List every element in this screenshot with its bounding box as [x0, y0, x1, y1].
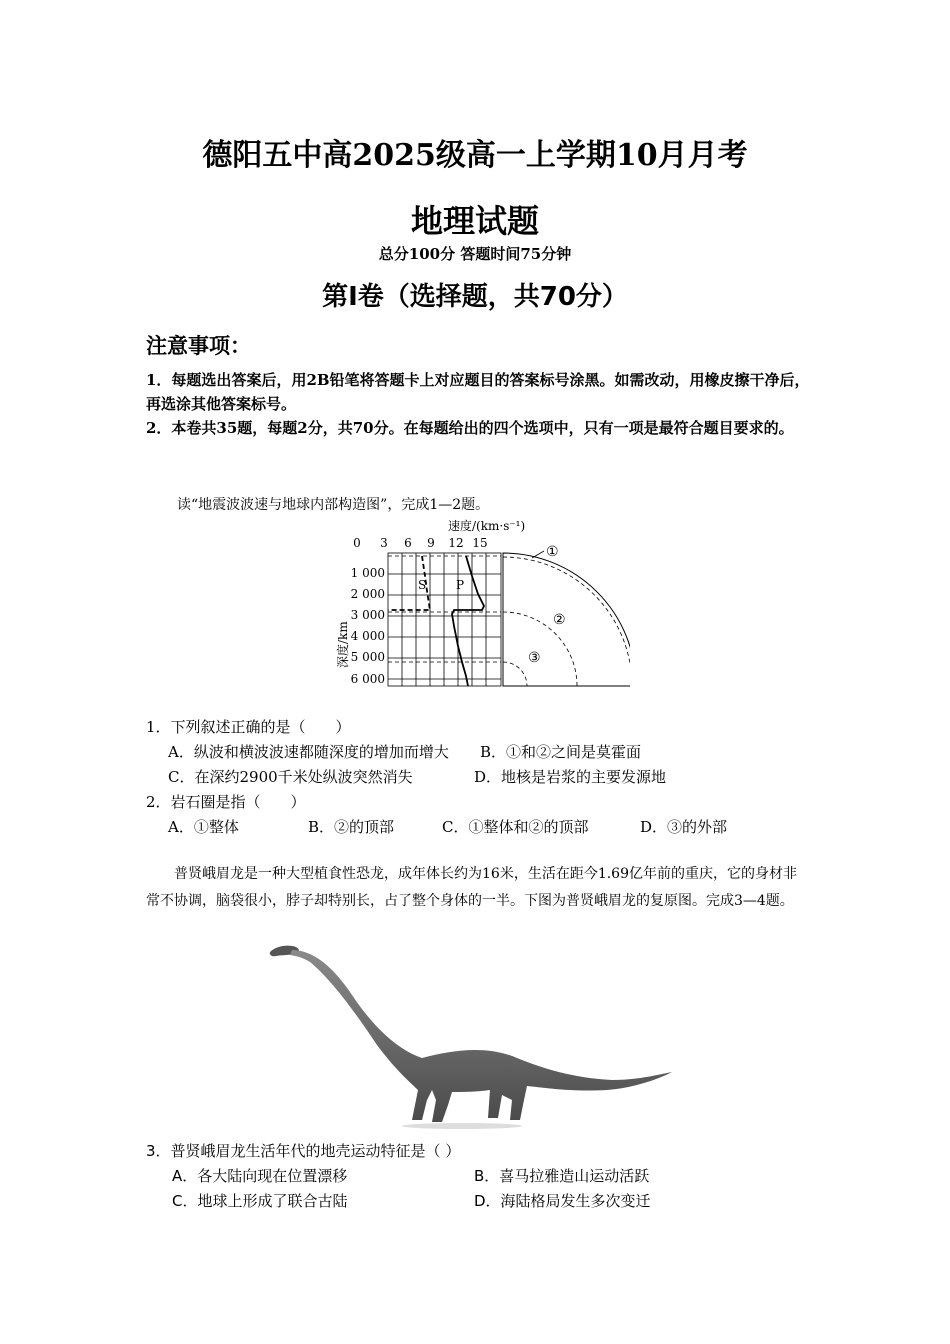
q1-option-a: A．纵波和横波波速都随深度的增加而增大 [168, 743, 449, 761]
group1-intro: 读“地震波波速与地球内部构造图”，完成1—2题。 [177, 497, 490, 513]
section-title: 第Ⅰ卷（选择题，共70分） [322, 282, 628, 312]
q3-option-b: B．喜马拉雅造山运动活跃 [474, 1167, 650, 1185]
exam-title: 德阳五中高2025级高一上学期10月月考 [202, 138, 748, 173]
q2-option-a: A．①整体 [168, 818, 239, 836]
q1-option-c: C．在深约2900千米处纵波突然消失 [168, 768, 413, 786]
y-axis-title: 深度/km [336, 621, 350, 668]
x-tick: 3 [380, 536, 388, 550]
y-tick: 2 000 [350, 587, 385, 601]
y-tick: 4 000 [350, 629, 385, 643]
q1-option-d: D．地核是岩浆的主要发源地 [474, 768, 667, 786]
layer-label-3: ③ [528, 650, 541, 666]
x-tick: 0 [353, 536, 361, 550]
p-wave-label: P [456, 578, 465, 592]
y-tick: 3 000 [350, 608, 385, 622]
layer-label-1: ① [546, 544, 559, 560]
x-tick: 12 [448, 536, 464, 550]
q1-option-b: B．①和②之间是莫霍面 [480, 743, 642, 761]
group2-intro: 普贤峨眉龙是一种大型植食性恐龙，成年体长约为16米，生活在距今1.69亿年前的重庆，它的身材非常不协调，脑袋很小，脖子却特别长，占了整个身体的一半。下图为普贤峨眉龙的复原图。完成3—4题。 [146, 866, 797, 909]
q3-option-d: D．海陆格局发生多次变迁 [474, 1192, 651, 1210]
notice-item-1: 1．每题选出答案后，用2B铅笔将答题卡上对应题目的答案标号涂黑。如需改动，用橡皮擦干净后，再选涂其他答案标号。 [146, 371, 810, 413]
subject-title: 地理试题 [410, 202, 539, 240]
dinosaur-illustration [262, 940, 672, 1130]
q2-option-d: D．③的外部 [640, 818, 728, 836]
y-tick: 6 000 [350, 672, 385, 686]
q3-option-a: A．各大陆向现在位置漂移 [172, 1167, 348, 1185]
x-tick: 6 [404, 536, 412, 550]
earth-structure-diagram [503, 551, 630, 686]
q2-option-b: B．②的顶部 [308, 818, 395, 836]
notice-heading: 注意事项： [146, 334, 251, 358]
q2-stem: 2．岩石圈是指（ ） [146, 793, 306, 811]
q1-stem: 1．下列叙述正确的是（ ） [146, 718, 351, 736]
q3-stem: 3．普贤峨眉龙生活年代的地壳运动特征是（ ） [146, 1142, 461, 1160]
exam-meta: 总分100分 答题时间75分钟 [378, 245, 572, 263]
layer-label-2: ② [553, 612, 566, 628]
x-axis-title: 速度/(km·s⁻¹) [448, 519, 526, 533]
x-tick: 9 [427, 536, 435, 550]
seismic-wave-figure [330, 516, 630, 694]
s-wave-label: S [418, 578, 427, 592]
x-tick: 15 [472, 536, 488, 550]
notice-item-2: 2．本卷共35题，每题2分，共70分。在每题给出的四个选项中，只有一项是最符合题目要求的。 [146, 419, 794, 437]
y-tick: 5 000 [350, 650, 385, 664]
y-tick: 1 000 [350, 566, 385, 580]
q3-option-c: C．地球上形成了联合古陆 [172, 1192, 348, 1210]
grid [388, 553, 501, 686]
p-wave-curve [452, 556, 484, 686]
q2-option-c: C．①整体和②的顶部 [442, 818, 589, 836]
